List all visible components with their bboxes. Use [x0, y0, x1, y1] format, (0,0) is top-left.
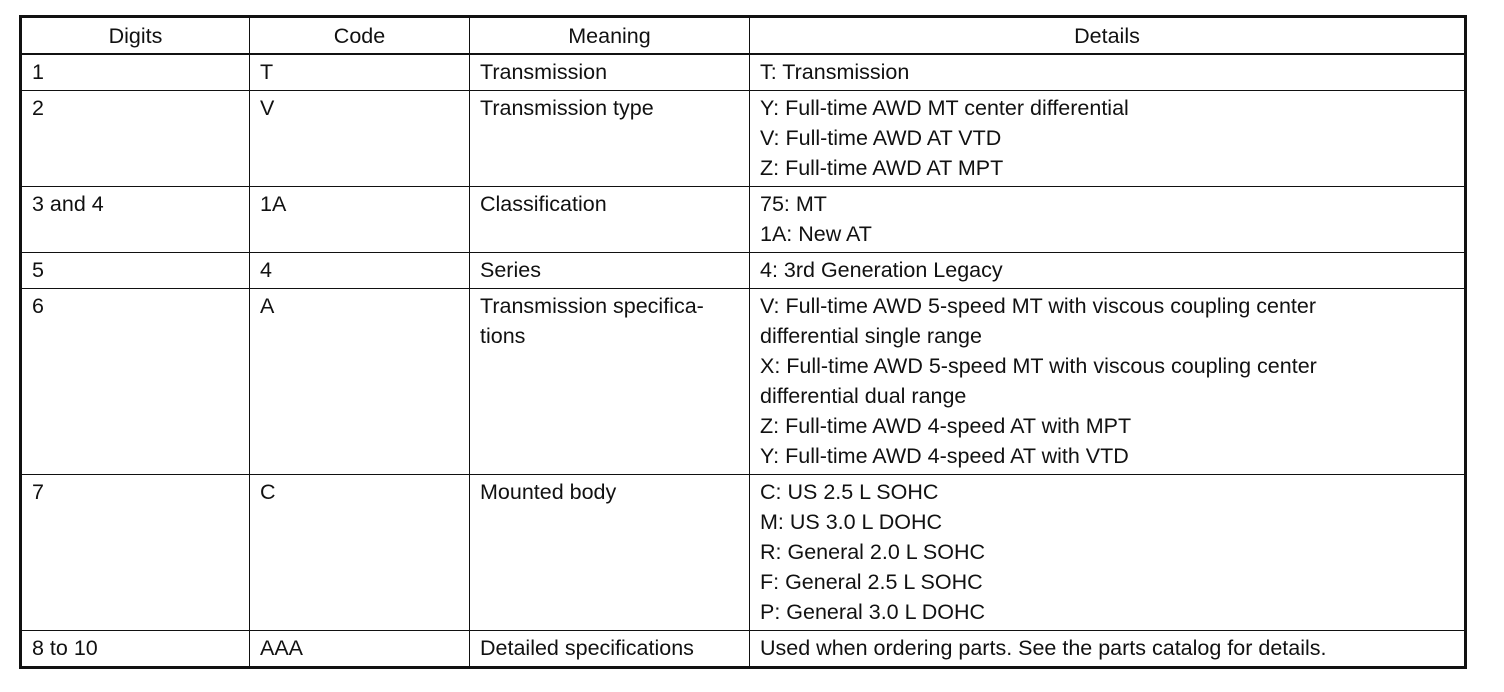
cell-digits: 1 [21, 54, 250, 91]
meaning-line: tions [480, 324, 526, 348]
table-header [21, 17, 1466, 55]
cell-details [750, 631, 1466, 668]
cell-details [750, 289, 1466, 475]
detail-line: 75: MT [760, 192, 827, 216]
cell-meaning: Transmission [470, 54, 750, 91]
meaning-line: Transmission specifica- [480, 294, 704, 318]
cell-meaning: Classification [470, 187, 750, 253]
cell-meaning: Mounted body [470, 475, 750, 631]
table-row [21, 475, 1466, 631]
header-row [21, 17, 1466, 55]
detail-line: 4: 3rd Generation Legacy [760, 258, 1003, 282]
detail-line: 1A: New AT [760, 222, 872, 246]
cell-meaning: Transmission type [470, 91, 750, 187]
cell-code: 4 [250, 253, 470, 289]
detail-line: Y: Full-time AWD 4-speed AT with VTD [760, 444, 1129, 468]
detail-line: C: US 2.5 L SOHC [760, 480, 939, 504]
cell-code: T [250, 54, 470, 91]
cell-code: AAA [250, 631, 470, 668]
detail-line: X: Full-time AWD 5-speed MT with viscous coupling center [760, 354, 1317, 378]
detail-line: P: General 3.0 L DOHC [760, 600, 986, 624]
detail-line: differential single range [760, 324, 982, 348]
detail-line: T: Transmission [760, 60, 910, 84]
cell-meaning: Detailed specifications [470, 631, 750, 668]
spec-table-container [19, 15, 1464, 669]
cell-details [750, 187, 1466, 253]
detail-line: Z: Full-time AWD AT MPT [760, 156, 1004, 180]
cell-digits: 8 to 10 [21, 631, 250, 668]
table-row [21, 54, 1466, 91]
detail-line: Y: Full-time AWD MT center differential [760, 96, 1129, 120]
table-body [21, 54, 1466, 668]
cell-code: C [250, 475, 470, 631]
cell-code: 1A [250, 187, 470, 253]
cell-details [750, 91, 1466, 187]
cell-meaning [470, 289, 750, 475]
header-meaning: Meaning [470, 17, 750, 55]
detail-line: Used when ordering parts. See the parts catalog for details. [760, 636, 1327, 660]
cell-digits: 2 [21, 91, 250, 187]
header-digits: Digits [21, 17, 250, 55]
table-row [21, 253, 1466, 289]
detail-line: F: General 2.5 L SOHC [760, 570, 983, 594]
detail-line: R: General 2.0 L SOHC [760, 540, 986, 564]
cell-details [750, 253, 1466, 289]
cell-details [750, 475, 1466, 631]
header-code: Code [250, 17, 470, 55]
cell-code: V [250, 91, 470, 187]
cell-details [750, 54, 1466, 91]
cell-digits: 6 [21, 289, 250, 475]
cell-meaning: Series [470, 253, 750, 289]
table-row [21, 187, 1466, 253]
table-row [21, 631, 1466, 668]
detail-line: V: Full-time AWD AT VTD [760, 126, 1002, 150]
table-row [21, 91, 1466, 187]
detail-line: differential dual range [760, 384, 967, 408]
cell-code: A [250, 289, 470, 475]
detail-line: V: Full-time AWD 5-speed MT with viscous coupling center [760, 294, 1317, 318]
cell-digits: 3 and 4 [21, 187, 250, 253]
header-details: Details [750, 17, 1466, 55]
cell-digits: 5 [21, 253, 250, 289]
table-row [21, 289, 1466, 475]
transmission-code-table [19, 15, 1467, 669]
detail-line: M: US 3.0 L DOHC [760, 510, 942, 534]
cell-digits: 7 [21, 475, 250, 631]
detail-line: Z: Full-time AWD 4-speed AT with MPT [760, 414, 1132, 438]
